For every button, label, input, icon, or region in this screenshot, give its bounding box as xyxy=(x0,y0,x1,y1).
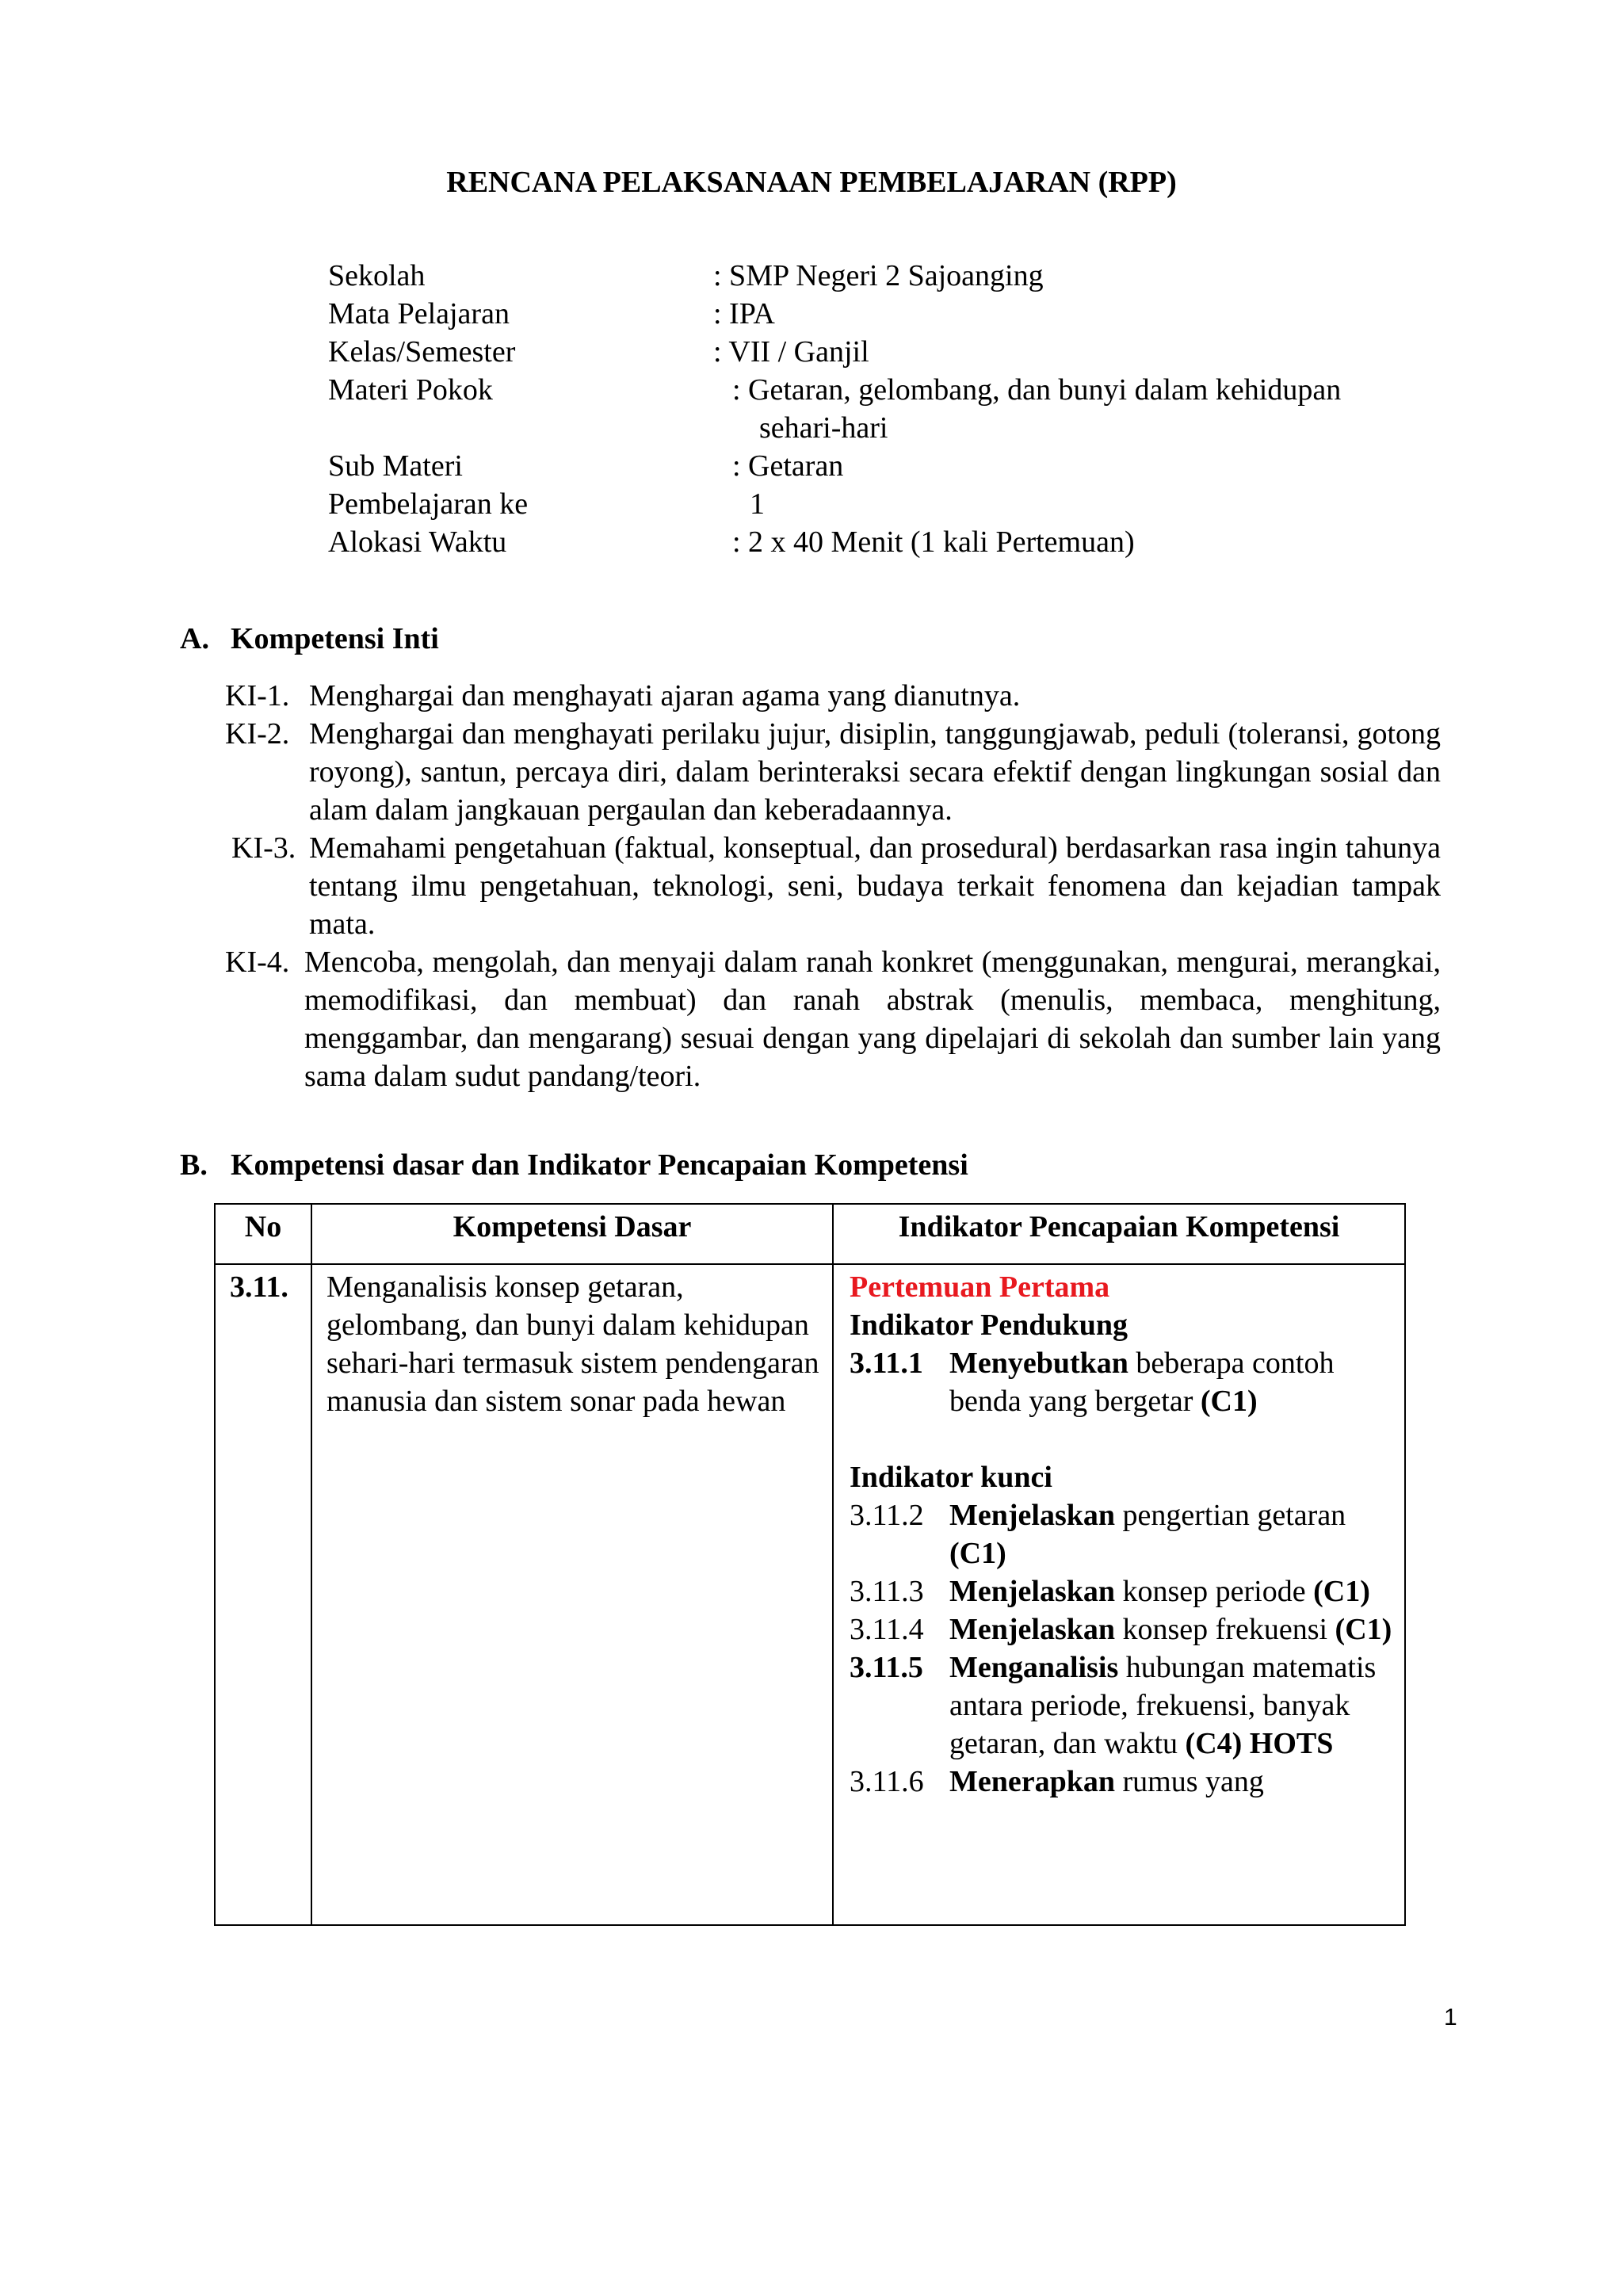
info-label: Kelas/Semester xyxy=(328,335,516,369)
indicator-number: 3.11.4 xyxy=(850,1613,924,1646)
info-row-pembelajaran-ke xyxy=(328,485,1453,523)
ki-label: KI-1. xyxy=(225,679,290,712)
section-title: Kompetensi dasar dan Indikator Pencapaian Kompetensi xyxy=(231,1148,968,1182)
indicator-number: 3.11.2 xyxy=(850,1499,924,1532)
section-a-heading xyxy=(180,620,439,658)
info-label: Alokasi Waktu xyxy=(328,525,507,559)
indicator-item xyxy=(850,1572,1393,1610)
ki-text: Menghargai dan menghayati ajaran agama yang dianutnya. xyxy=(309,679,1021,712)
indicator-item xyxy=(850,1610,1393,1648)
info-value: : IPA xyxy=(713,297,775,330)
indicator-number: 3.11.5 xyxy=(850,1651,923,1684)
info-row-sub-materi xyxy=(328,447,1453,485)
info-label: Pembelajaran ke xyxy=(328,487,529,521)
indicator-item xyxy=(850,1344,1393,1420)
indicator-rest: konsep periode xyxy=(1115,1575,1314,1608)
indicator-level: (C1) xyxy=(1200,1385,1258,1418)
ki-label: KI-3. xyxy=(231,831,296,865)
indicator-text xyxy=(949,1610,1393,1648)
meeting-title: Pertemuan Pertama xyxy=(850,1270,1110,1304)
competency-table xyxy=(214,1203,1406,1926)
indicator-level: (C1) xyxy=(1335,1613,1392,1646)
ki-item xyxy=(225,829,1441,943)
indicator-level: (C1) xyxy=(1313,1575,1370,1608)
info-label: Mata Pelajaran xyxy=(328,297,510,330)
indicator-verb: Menjelaskan xyxy=(949,1575,1115,1608)
info-label: Materi Pokok xyxy=(328,373,493,407)
key-indicator-title: Indikator kunci xyxy=(850,1461,1052,1494)
header-kompetensi-dasar: Kompetensi Dasar xyxy=(311,1204,833,1264)
section-letter: B. xyxy=(180,1148,208,1182)
indicator-item xyxy=(850,1763,1393,1801)
page-number: 1 xyxy=(1444,2004,1457,2030)
section-title: Kompetensi Inti xyxy=(231,622,439,655)
ki-text: Menghargai dan menghayati perilaku jujur, disiplin, tanggungjawab, peduli (toleransi, gotong royong), santun, percaya diri, dalam berinteraksi secara efektif dengan lingkungan sosial dan alam dalam jangkauan pergaulan dan keberadaannya. xyxy=(309,717,1441,827)
indicator-text xyxy=(949,1763,1393,1801)
header-no: No xyxy=(215,1204,311,1264)
indicator-verb: Menyebutkan xyxy=(949,1347,1128,1380)
spacer xyxy=(850,1420,1393,1458)
indicator-rest: konsep frekuensi xyxy=(1115,1613,1335,1646)
indicator-rest: pengertian getaran xyxy=(1115,1499,1346,1532)
ki-text: Memahami pengetahuan (faktual, konseptual, dan prosedural) berdasarkan rasa ingin tahunya tentang ilmu pengetahuan, teknologi, seni, budaya terkait fenomena dan kejadian tampak mata. xyxy=(309,831,1441,941)
info-value: 1 xyxy=(750,487,765,521)
kompetensi-inti-list xyxy=(225,677,1441,1095)
ki-label: KI-4. xyxy=(225,946,290,979)
info-block xyxy=(328,257,1453,561)
indicator-number: 3.11.6 xyxy=(850,1765,924,1798)
indicator-text xyxy=(949,1648,1393,1763)
indicator-level: (C4) HOTS xyxy=(1185,1727,1334,1760)
indicator-verb: Menjelaskan xyxy=(949,1499,1115,1532)
info-value: : 2 x 40 Menit (1 kali Pertemuan) xyxy=(732,525,1135,559)
indicator-text xyxy=(949,1572,1393,1610)
info-value xyxy=(732,371,1453,447)
indicator-text xyxy=(949,1344,1393,1420)
indicator-number: 3.11.3 xyxy=(850,1575,924,1608)
info-value-text: : Getaran, gelombang, dan bunyi dalam kehidupan xyxy=(732,373,1342,407)
cell-indikator xyxy=(833,1264,1405,1925)
indicator-rest: rumus yang xyxy=(1115,1765,1264,1798)
indicator-level: (C1) xyxy=(949,1537,1006,1570)
document-title: RENCANA PELAKSANAAN PEMBELAJARAN (RPP) xyxy=(446,166,1177,199)
cell-no: 3.11. xyxy=(215,1264,311,1925)
info-row-materi-pokok xyxy=(328,371,1453,447)
section-letter: A. xyxy=(180,622,209,655)
info-label: Sub Materi xyxy=(328,449,463,483)
info-row-kelas-semester xyxy=(328,333,1453,371)
ki-item xyxy=(225,943,1441,1095)
indicator-number: 3.11.1 xyxy=(850,1347,923,1380)
indicator-rest: hubungan matematis antara periode, frekuensi, banyak getaran, dan waktu xyxy=(949,1651,1377,1760)
supporting-indicator-title: Indikator Pendukung xyxy=(850,1308,1128,1342)
ki-item xyxy=(225,677,1441,715)
indicator-rest: beberapa contoh benda yang bergetar xyxy=(949,1347,1335,1418)
indicator-verb: Menerapkan xyxy=(949,1765,1115,1798)
info-label: Sekolah xyxy=(328,259,426,292)
indicator-verb: Menganalisis xyxy=(949,1651,1119,1684)
info-value: : SMP Negeri 2 Sajoanging xyxy=(713,259,1044,292)
info-value-continuation: sehari-hari xyxy=(759,411,888,445)
info-value: : VII / Ganjil xyxy=(713,335,869,369)
info-row-alokasi-waktu xyxy=(328,523,1453,561)
indicator-text xyxy=(949,1496,1393,1572)
cell-kompetensi-dasar: Menganalisis konsep getaran, gelombang, dan bunyi dalam kehidupan sehari-hari termasuk sistem pendengaran manusia dan sistem sonar pada hewan xyxy=(311,1264,833,1925)
ki-text: Mencoba, mengolah, dan menyaji dalam ranah konkret (menggunakan, mengurai, merangkai, memodifikasi, dan membuat) dan ranah abstrak (menulis, membaca, menghitung, menggambar, dan mengarang) sesuai dengan yang dipelajari di sekolah dan sumber lain yang sama dalam sudut pandang/teori. xyxy=(304,946,1441,1093)
info-value: : Getaran xyxy=(732,449,844,483)
section-b-heading xyxy=(180,1146,968,1184)
table-header-row xyxy=(215,1204,1405,1264)
table-row xyxy=(215,1264,1405,1925)
header-indikator: Indikator Pencapaian Kompetensi xyxy=(833,1204,1405,1264)
info-row-mata-pelajaran xyxy=(328,295,1453,333)
ki-label: KI-2. xyxy=(225,717,290,751)
indicator-verb: Menjelaskan xyxy=(949,1613,1115,1646)
indicator-item xyxy=(850,1496,1393,1572)
indicator-item xyxy=(850,1648,1393,1763)
ki-item xyxy=(225,715,1441,829)
info-row-sekolah xyxy=(328,257,1453,295)
